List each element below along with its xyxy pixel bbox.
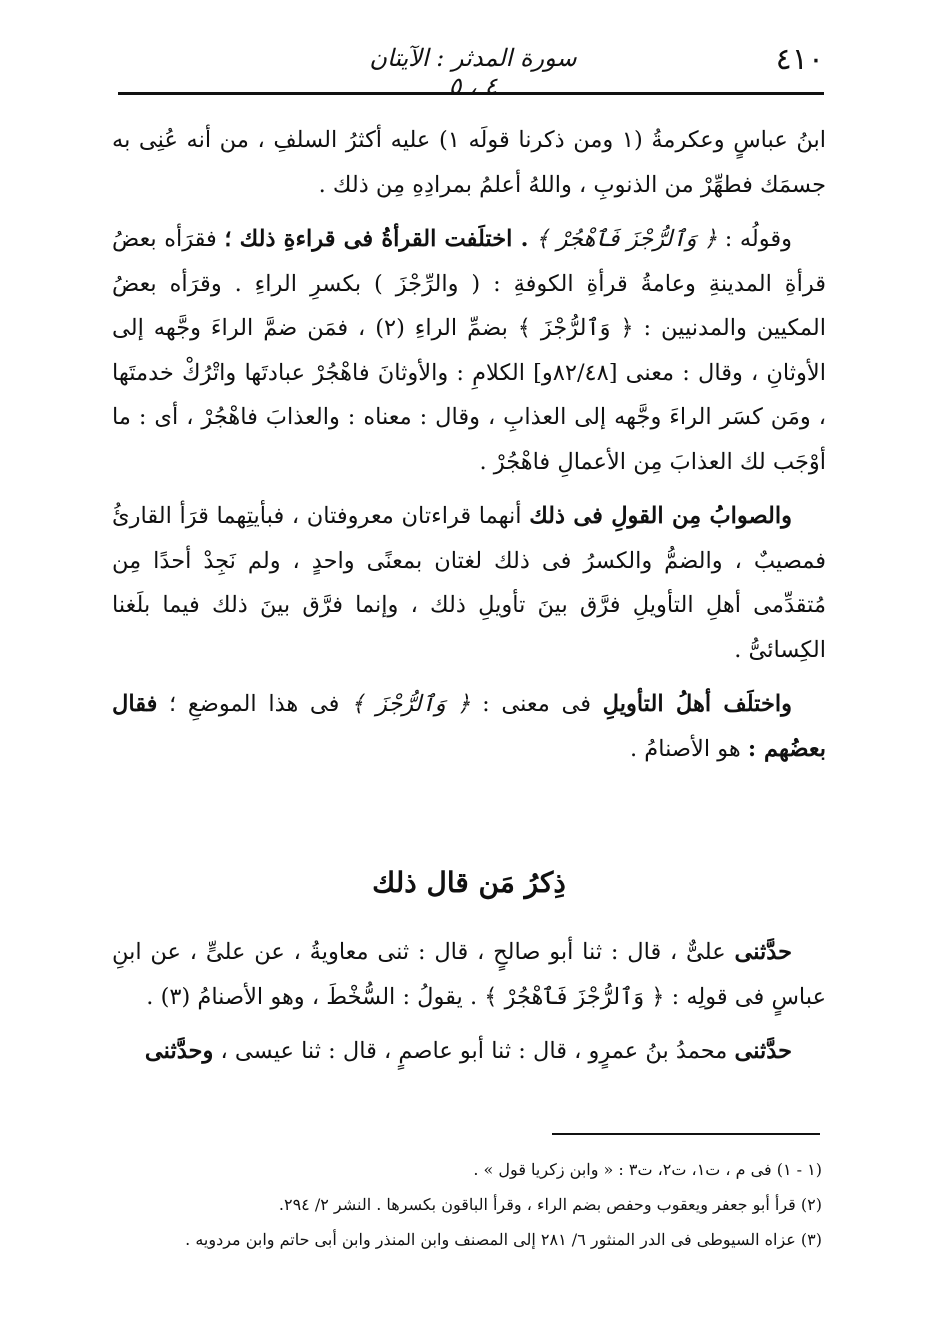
bold-phrase: والصوابُ مِن القولِ فى ذلك bbox=[529, 503, 793, 529]
paragraph-lead: فى معنى : bbox=[482, 691, 591, 717]
paragraph-tail: هو الأصنامُ . bbox=[630, 735, 741, 762]
footnotes bbox=[150, 1152, 822, 1257]
narration-2 bbox=[112, 1029, 826, 1074]
quran-verse: ﴿ وَٱلرُّجْزَ فَٱهْجُرْ ﴾ bbox=[535, 226, 718, 252]
narration-text: محمدُ بنُ عمرٍو ، قال : ثنا أبو عاصمٍ ، قال : ثنا عيسى ، bbox=[220, 1038, 728, 1064]
footnote-1: (١ - ١) فى م ، ت١، ت٢، ت٣ : « وابن زكريا قول » . bbox=[473, 1160, 822, 1179]
quran-verse: ﴿ وَٱلرُّجْزَ ﴾ bbox=[351, 691, 471, 717]
footnote-3: (٣) عزاه السيوطى فى الدر المنثور ٦/ ٢٨١ إلى المصنف وابن المنذر وابن أبى حاتم وابن مردويه . bbox=[185, 1230, 822, 1249]
paragraph-text: فقرَأه بعضُ قرأةِ المدينةِ وعامةُ قرأةِ الكوفةِ : ( والرِّجْزَ ) بكسرِ الراءِ . وقرَأه بعضُ المكيين والمدنيين : ﴿ وَٱلرُّجْزَ ﴾ بضمِّ الراءِ (٢) ، فمَن ضمَّ الراءَ وجَّهه إلى الأوثانِ ، وقال : معنى [٨٢/٤٨و] الكلامِ : والأوثانَ فاهْجُرْ عبادتَها واتْرُكْ خدمتَها ، ومَن كسَر الراءَ وجَّهه إلى العذابِ ، وقال : معناه : والعذابَ فاهْجُرْ ، أى : ما أوْجَب لك العذابَ مِن الأعمالِ فاهْجُرْ . bbox=[112, 226, 826, 475]
header-rule bbox=[118, 92, 824, 95]
narration-opener: حدَّثنى bbox=[734, 939, 793, 965]
bold-phrase: . اختلَفت القرأةُ فى قراءةِ ذلك ؛ bbox=[224, 226, 529, 252]
narration-opener: حدَّثنى bbox=[734, 1038, 792, 1064]
paragraph-text: أنهما قراءتان معروفتان ، فبأيتِهما قرَأ القارئُ فمصيبٌ ، والضمُّ والكسرُ فى ذلك لغتان بمعنًى واحدٍ ، ولم نَجِدْ أحدًا مِن مُتقدِّمى أهلِ التأويلِ فرَّق بينَ تأويلِ ذلك ، وإنما فرَّق بينَ ذلك فيما بلَغنا الكِسائىُّ . bbox=[112, 503, 826, 663]
paragraph-text: ابنُ عباسٍ وعكرمةُ (١ ومن ذكرنا قولَه ١) عليه أكثرُ السلفِ ، من أنه عُنِى به جسمَك فطهِّرْ من الذنوبِ ، واللهُ أعلمُ بمرادِهِ مِن ذلك . bbox=[112, 127, 826, 198]
bold-phrase: فقال بعضُهم : bbox=[112, 691, 826, 762]
paragraph-lead: وقولُه : bbox=[724, 226, 792, 252]
paragraph-text: فى هذا الموضعِ ؛ bbox=[169, 691, 340, 717]
main-text bbox=[112, 118, 826, 781]
paragraph-2 bbox=[112, 217, 826, 484]
running-title: سورة المدثر : الآيتان ٤ ، ٥ bbox=[369, 44, 577, 100]
paragraph-4 bbox=[112, 682, 826, 771]
narration-text: علىٌّ ، قال : ثنا أبو صالحٍ ، قال : ثنى معاويةُ ، عن علىٍّ ، عن ابنِ عباسٍ فى قولِه : ﴿ وَٱلرُّجْزَ فَٱهْجُرْ ﴾ . يقولُ : السُّخْطَ ، وهو الأصنامُ (٣) . bbox=[112, 939, 826, 1010]
page-header bbox=[118, 38, 824, 100]
bold-phrase: واختلَف أهلُ التأويلِ bbox=[602, 691, 792, 717]
narrations-text bbox=[112, 930, 826, 1084]
paragraph-3 bbox=[112, 494, 826, 672]
narration-continuation: وحدَّثنى bbox=[144, 1038, 214, 1064]
section-heading: ذِكرُ مَن قال ذلك bbox=[372, 866, 566, 899]
footnote-2: (٢) قرأ أبو جعفر ويعقوب وحفص بضم الراء ، وقرأ الباقون بكسرها . النشر ٢/ ٢٩٤. bbox=[278, 1195, 822, 1214]
page-number: ٤١٠ bbox=[775, 42, 824, 77]
narration-1 bbox=[112, 930, 826, 1019]
paragraph-1 bbox=[112, 118, 826, 207]
footnote-rule bbox=[552, 1133, 820, 1135]
